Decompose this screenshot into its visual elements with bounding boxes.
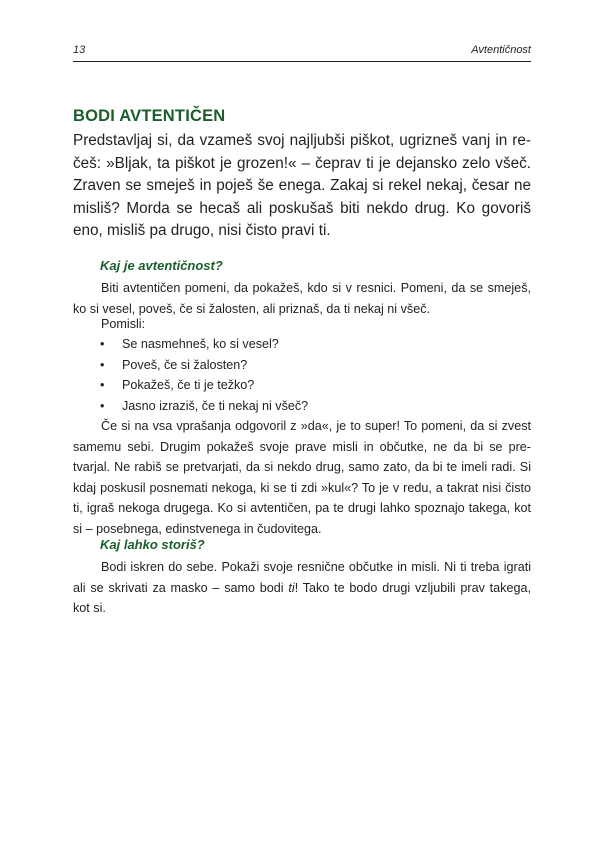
emphasis-text: ti: [288, 580, 295, 595]
subheading-what-is-authenticity: Kaj je avtentičnost?: [100, 258, 223, 273]
header-rule: [73, 61, 531, 62]
list-item-text: Se nasmehneš, ko si vesel?: [122, 337, 279, 351]
list-item: [100, 355, 500, 376]
page-number: 13: [73, 44, 86, 56]
list-item: [100, 375, 500, 396]
bullet-icon: •: [100, 378, 105, 392]
section-title: BODI AVTENTIČEN: [73, 107, 226, 125]
text-run: Bodi iskren do sebe. Pokaži svoje resnične občutke in misli. Ni ti treba igrati ali se skrivati za masko – samo bodi: [73, 560, 531, 595]
subheading-what-can-you-do: Kaj lahko storiš?: [100, 537, 205, 552]
list-item: [100, 396, 500, 417]
body-paragraph: Če si na vsa vprašanja odgovoril z »da«, je to super! To pomeni, da si zvest samemu sebi. Drugim pokažeš svoje prave misli in občutke, ne da bi se pre-tvarjal. Ne rabiš se pretvarjati, da si nekdo drug, samo zato, da bi te imeli radi. Si kdaj poskusil posnemati nekoga, ki se ti zdi »kul«? To je v redu, a takrat nisi čisto ti, igraš nekoga drugega. Ko si avtentičen, pa te drugi lahko spoznajo takega, kot si – posebnega, edinstvenega in čudovitega.: [73, 419, 531, 536]
intro-paragraph: Predstavljaj si, da vzameš svoj najljubši piškot, ugrizneš vanj in re-češ: »Bljak, ta piškot je grozen!« – čeprav ti je dejansko zelo všeč. Zraven se smeješ in poješ še enega. Zakaj si rekel nekaj, česar ne misliš? Morda se hecaš ali poskušaš biti nekdo drug. Ko govoriš eno, misliš pa drugo, nisi čisto pravi ti.: [73, 132, 531, 239]
list-item-text: Pokažeš, če ti je težko?: [122, 378, 255, 392]
running-header: [73, 44, 531, 58]
running-title: Avtentičnost: [471, 44, 531, 56]
list-item-text: Poveš, če si žalosten?: [122, 357, 248, 372]
text-run: ! Tako te bodo drugi vzljubili prav takega, kot si.: [73, 580, 531, 615]
question-list: [100, 334, 500, 416]
body-paragraph: Biti avtentičen pomeni, da pokažeš, kdo si v resnici. Pomeni, da se smeješ, ko si vesel, poveš, če si žalosten, ali priznaš, da ti nekaj ni všeč.: [73, 281, 531, 316]
bullet-icon: •: [100, 357, 105, 372]
list-item: [100, 334, 500, 355]
body-paragraph: Pomisli:: [101, 317, 146, 331]
bullet-icon: •: [100, 337, 105, 351]
list-item-text: Jasno izraziš, če ti nekaj ni všeč?: [122, 398, 309, 413]
body-paragraph: [73, 557, 531, 619]
bullet-icon: •: [100, 398, 105, 413]
